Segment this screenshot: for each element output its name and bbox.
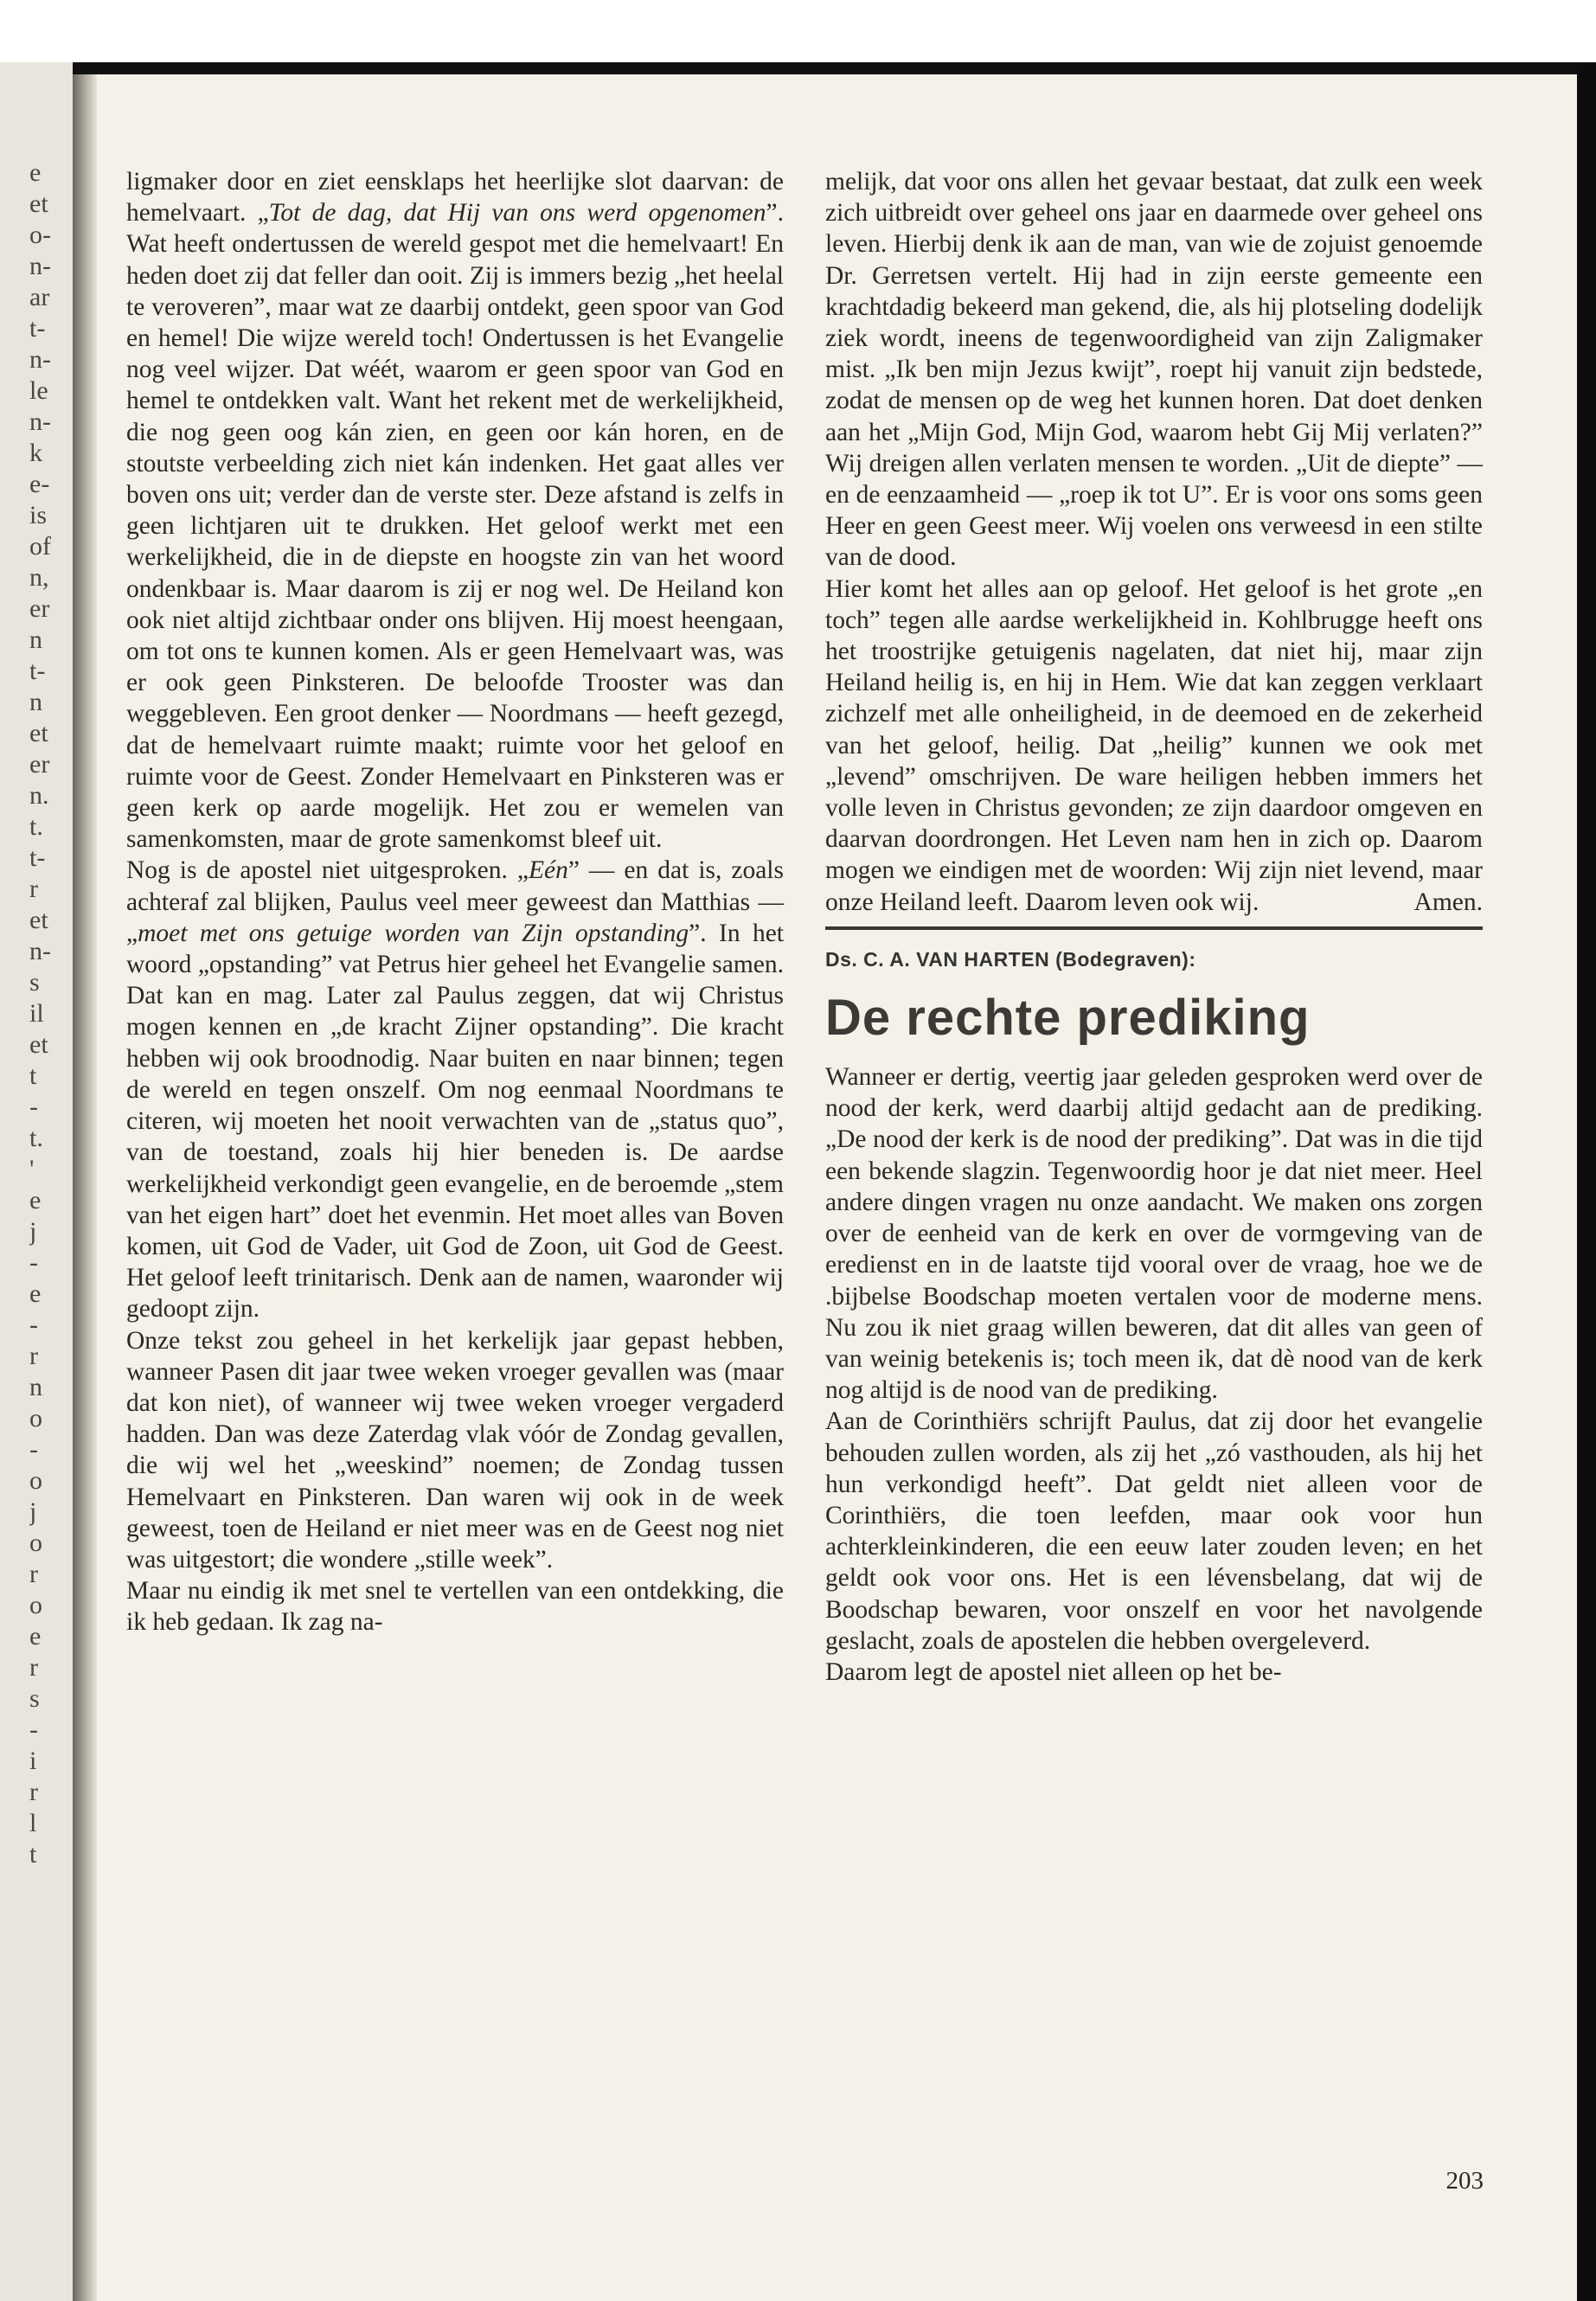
margin-fragment: t <box>29 1840 37 1868</box>
closing-amen: Amen. <box>1413 888 1483 916</box>
facing-page-margin-fragments <box>29 157 71 1870</box>
text-run: ” — en dat is, zoals achteraf zal blijken, Paulus veel meer geweest dan Matthias — „ <box>126 856 784 947</box>
article-title: De rechte prediking <box>825 990 1311 1047</box>
margin-fragment: le <box>29 376 48 405</box>
right-paragraph-1: melijk, dat voor ons allen het gevaar bestaat, dat zulk een week zich uitbreidt over geheel ons jaar en daarmede over geheel ons leven. Hierbij denk ik aan de man, van wie de zojuist genoemde Dr. Gerretsen vertelt. Hij had in zijn eerste gemeente een krachtdadig bekeerd man gekend, die, als hij plotseling dodelijk ziek wordt, ineens de tegenwoordigheid van zijn Zaligmaker mist. „Ik ben mijn Jezus kwijt”, roept hij vanuit zijn bedstede, zodat de mensen op de weg het kunnen horen. Dat doet denken aan het „Mijn God, Mijn God, waarom hebt Gij Mij verlaten?” Wij dreigen allen verlaten mensen te worden. „Uit de diepte” — en de eenzaamheid — „roep ik tot U”. Er is voor ons soms geen Heer en geen Geest meer. Wij voelen ons verweesd in een stilte van de dood. <box>825 168 1483 572</box>
book-spine-gutter <box>73 74 97 2301</box>
margin-fragment: o <box>29 1591 42 1619</box>
margin-fragment: i <box>29 1747 37 1775</box>
margin-fragment: r <box>29 1560 38 1588</box>
margin-fragment: er <box>29 594 50 623</box>
margin-fragment: et <box>29 906 48 934</box>
margin-fragment: e <box>29 1279 42 1308</box>
left-paragraph-4: Maar nu eindig ik met snel te vertellen van een ontdekking, die ik heb gedaan. Ik zag na- <box>126 1577 784 1637</box>
margin-fragment: k <box>29 439 42 467</box>
margin-fragment: r <box>29 875 38 903</box>
margin-fragment: n <box>29 1373 42 1401</box>
article-author: Ds. C. A. VAN HARTEN (Bodegraven): <box>825 947 1196 971</box>
margin-fragment: is <box>29 501 48 529</box>
margin-fragment: r <box>29 1653 38 1682</box>
margin-fragment: j <box>29 1497 37 1526</box>
margin-fragment: n- <box>29 252 51 280</box>
article-paragraph-3: Daarom legt de apostel niet alleen op het be- <box>825 1657 1282 1686</box>
margin-fragment: l <box>29 1809 37 1837</box>
margin-fragment: e <box>29 158 42 187</box>
margin-fragment: r <box>29 1778 38 1806</box>
margin-fragment: s <box>29 968 40 997</box>
margin-fragment: o <box>29 1466 42 1495</box>
margin-fragment: - <box>29 1093 38 1121</box>
margin-fragment: et <box>29 719 48 747</box>
margin-fragment: et <box>29 189 48 218</box>
page-top-edge <box>24 62 1578 74</box>
margin-fragment: - <box>29 1311 38 1339</box>
italic-een: Eén <box>528 856 568 885</box>
scan-border-right <box>1577 62 1596 2301</box>
margin-fragment: s <box>29 1684 40 1713</box>
italic-quote-getuige: moet met ons getuige worden van Zijn opstanding <box>138 919 689 947</box>
left-paragraph-1 <box>126 166 784 855</box>
margin-fragment: n- <box>29 937 51 965</box>
text-run: ”. In het woord „opstanding” vat Petrus hier geheel het Evangelie samen. Dat kan en mag. Later zal Paulus zeggen, dat wij Christus mogen kennen en „de kracht Zijner opstanding”. Die kracht hebben wij ook broodnodig. Naar buiten en naar binnen; tegen de wereld en tegen onszelf. Om nog eenmaal Noordmans te citeren, wij moeten het nooit verwachten van de „status quo”, van de toestand, zoals hij hier beneden is. De aardse werkelijkheid verkondigt geen evangelie, en de beroemde „stem van het eigen hart” doet het evenmin. Het moet alles van Boven komen, uit God de Vader, uit God de Zoon, uit God de Geest. Het geloof leeft trinitarisch. Denk aan de namen, waaronder wij gedoopt zijn. <box>126 919 784 1324</box>
margin-fragment: r <box>29 1342 38 1370</box>
margin-fragment: t. <box>29 812 43 841</box>
scan-border-top <box>0 0 1596 62</box>
margin-fragment: n. <box>29 781 49 810</box>
margin-fragment: of <box>29 532 51 561</box>
margin-fragment: o <box>29 1529 42 1557</box>
margin-fragment: n <box>29 688 42 716</box>
margin-fragment: il <box>29 999 44 1028</box>
text-run: ”. Wat heeft ondertussen de wereld gespot met die hemelvaart! En heden doet zij dat feller dan ooit. Zij is immers bezig „het heelal te veroveren”, maar wat ze daarbij ontdekt, geen spoor van God en hemel! Die wijze wereld toch! Ondertussen is het Evangelie nog veel wijzer. Dat wéét, waarom er geen spoor van God en hemel te ontdekken valt. Want het rekent met de werkelijkheid, die nog geen oog kán zien, en geen oor kán horen, en de stoutste verbeelding zich niet kán indenken. Het gaat alles ver boven ons uit; verder dan de verste ster. Deze afstand is zelfs in geen lichtjaren uit te drukken. Het geloof werkt met een werkelijkheid, die in de diepste en hoogste zin van het woord ondenkbaar is. Maar daarom is zij er nog wel. De Heiland kon ook niet altijd zichtbaar onder ons blijven. Hij moest heengaan, om tot ons te kunnen komen. Als er geen Hemelvaart was, was er ook geen Pinksteren. De beloofde Trooster was dan weggebleven. Een groot denker — Noordmans — heeft gezegd, dat de hemelvaart ruimte maakt; ruimte voor het geloof en ruimte voor de Geest. Zonder Hemelvaart en Pinksteren was er geen kerk op aarde mogelijk. Het zou er wemelen van samenkomsten, maar de grote samenkomst bleef uit. <box>126 199 784 854</box>
margin-fragment: t- <box>29 843 46 872</box>
margin-fragment: t- <box>29 314 46 343</box>
margin-fragment: n- <box>29 345 51 374</box>
right-column <box>825 166 1483 1688</box>
margin-fragment: t. <box>29 1124 43 1152</box>
margin-fragment: j <box>29 1217 37 1246</box>
page-number: 203 <box>1445 2167 1484 2195</box>
margin-fragment: er <box>29 750 50 779</box>
margin-fragment: - <box>29 1248 38 1277</box>
article-paragraph-2: Aan de Corinthiërs schrijft Paulus, dat zij door het evangelie behouden zullen worden, als zij het „zó vasthouden, als hij het hun verkondigd heeft”. Dat geldt niet alleen voor de Corinthiërs, die toen leefden, maar ook voor hun achterkleinkinderen, die een eeuw later zouden leven; en het geldt ook voor ons. Het is een lévensbelang, dat wij de Boodschap bewaren, voor onszelf en voor het navolgende geslacht, zoals de apostelen die hebben overgeleverd. <box>825 1407 1483 1655</box>
margin-fragment: n <box>29 625 42 654</box>
margin-fragment: ' <box>29 1155 35 1183</box>
text-run: Hier komt het alles aan op geloof. Het geloof is het grote „en toch” tegen alle aardse werkelijkheid in. Kohlbrugge heeft ons het troostrijke getuigenis nagelaten, dat niet hij, maar zijn Heiland heilig is, en hij in Hem. Wie dat kan zeggen verklaart zichzelf met alle onheiligheid, in de deemoed en de zekerheid van het geloof, heilig. Dat „heilig” kunnen we ook met „levend” omschrijven. De ware heiligen hebben immers het volle leven in Christus gevonden; ze zijn daardoor omgeven en daarvan doordrongen. Het Leven nam hen in zich op. Daarom mogen we eindigen met de woorden: Wij zijn niet levend, maar onze Heiland leeft. Daarom leven ook wij. <box>825 574 1483 916</box>
italic-quote-tot-de-dag: Tot de dag, dat Hij van ons werd opgenomen <box>268 199 766 228</box>
text-run: Nog is de apostel niet uitgesproken. „ <box>126 856 529 885</box>
margin-fragment: et <box>29 1030 48 1059</box>
margin-fragment: o <box>29 1404 42 1433</box>
text-run: ligmaker door en ziet eensklaps het heerlijke slot daarvan: de hemelvaart. „ <box>126 168 784 228</box>
left-paragraph-2 <box>126 855 784 1324</box>
margin-fragment: ar <box>29 283 50 311</box>
margin-fragment: n- <box>29 407 51 436</box>
margin-fragment: e <box>29 1622 42 1650</box>
margin-fragment: t <box>29 1061 37 1090</box>
left-column <box>126 166 784 1638</box>
margin-fragment: e- <box>29 470 50 498</box>
margin-fragment: t- <box>29 657 46 685</box>
margin-fragment: - <box>29 1435 38 1464</box>
right-paragraph-2 <box>825 574 1483 918</box>
margin-fragment: o- <box>29 221 51 249</box>
margin-fragment: e <box>29 1186 42 1215</box>
article-paragraph-1: Wanneer er dertig, veertig jaar geleden gesproken werd over de nood der kerk, werd daarbij altijd gedacht aan de prediking. „De nood der kerk is de nood der prediking”. Dat was in die tijd een bekende slagzin. Tegenwoordig hoor je dat niet meer. Heel andere dingen vragen nu onze aandacht. We maken ons zorgen over de eenheid van de kerk en over de vormgeving van de eredienst en in de laatste tijd vooral over de vraag, hoe we de .bijbelse Boodschap moeten vertalen voor de moderne mens. Nu zou ik niet graag willen beweren, dat dit alles van geen of van weinig betekenis is; toch meen ik, dat dè nood van de kerk nog altijd is de nood van de prediking. <box>825 1063 1483 1405</box>
left-paragraph-3: Onze tekst zou geheel in het kerkelijk jaar gepast hebben, wanneer Pasen dit jaar twee weken vroeger gevallen was (maar dat kon niet), of wanneer wij twee weken vroeger vergaderd hadden. Dan was deze Zaterdag vlak vóór de Zondag gevallen, die wij wel het „weeskind” noemen; de Zondag tussen Hemelvaart en Pinksteren. Dan waren wij ook in de week geweest, toen de Heiland er niet meer was en de Geest nog niet was uitgestort; die wondere „stille week”. <box>126 1326 784 1574</box>
margin-fragment: - <box>29 1715 38 1744</box>
article-divider <box>825 926 1483 930</box>
margin-fragment: n, <box>29 563 49 592</box>
